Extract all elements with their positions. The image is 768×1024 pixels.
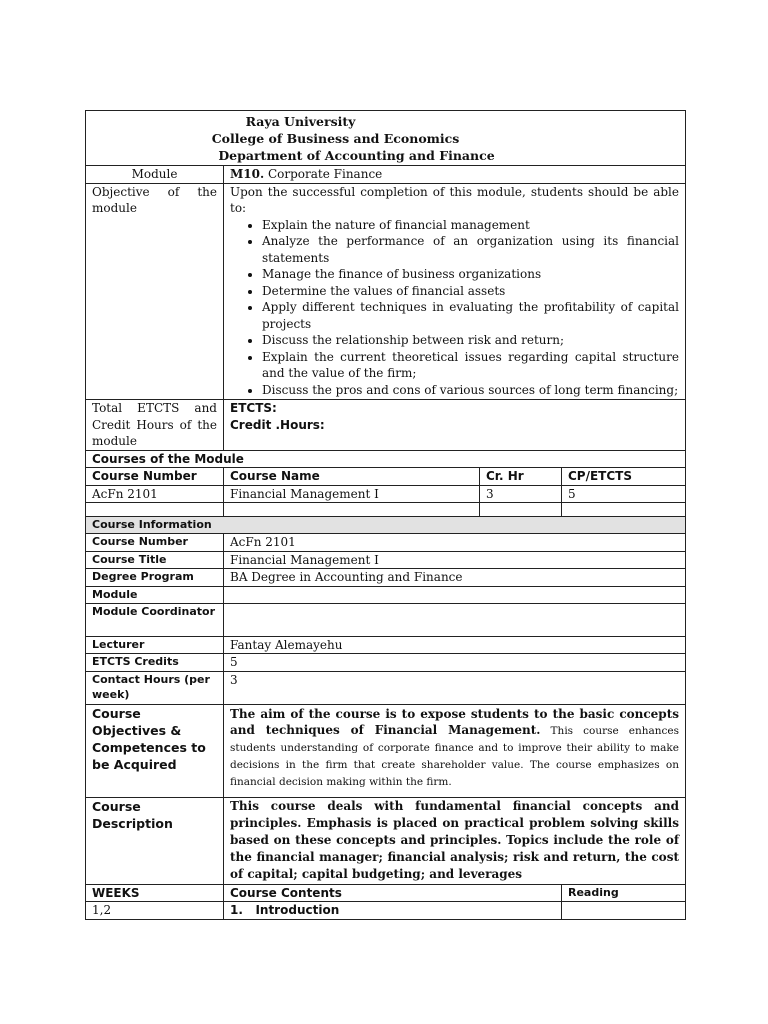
course-info-title-row <box>86 517 686 534</box>
info-row <box>86 569 686 587</box>
info-value: Financial Management I <box>224 551 686 569</box>
info-label: Degree Program <box>86 569 224 587</box>
cp-etcts-cell: 5 <box>562 485 686 503</box>
empty-cell <box>480 503 562 517</box>
document-header-row <box>86 111 686 166</box>
course-description-text: This course deals with fundamental financial concepts and principles. Emphasis is placed on practical problem solving skills based on these concepts and principles. Topics include the role of the financial manager; financial analysis; risk and return, the cost of capital; capital budgeting; and leverages <box>224 797 686 884</box>
course-number-header: Course Number <box>86 468 224 486</box>
table-row <box>86 902 686 920</box>
module-table <box>85 110 686 920</box>
info-label: Course Number <box>86 534 224 552</box>
course-info-title: Course Information <box>86 517 686 534</box>
objective-content <box>224 183 686 400</box>
info-row <box>86 654 686 672</box>
objective-item: • Explain the current theoretical issues regarding capital structure and the value of the firm; <box>262 349 679 382</box>
info-value: AcFn 2101 <box>224 534 686 552</box>
empty-cell <box>562 503 686 517</box>
info-row <box>86 586 686 603</box>
objective-row <box>86 183 686 400</box>
info-row <box>86 671 686 704</box>
totals-row <box>86 400 686 451</box>
totals-values <box>224 400 686 451</box>
info-value: 3 <box>224 671 686 704</box>
info-value: BA Degree in Accounting and Finance <box>224 569 686 587</box>
objective-list <box>230 217 679 399</box>
courses-header-row <box>86 468 686 486</box>
reading-header: Reading <box>562 884 686 902</box>
table-row <box>86 485 686 503</box>
department-name: Department of Accounting and Finance <box>218 148 495 163</box>
objective-item: • Discuss the pros and cons of various sources of long term financing; <box>262 382 679 399</box>
courses-of-module-title-row <box>86 450 686 468</box>
course-contents-cell: 1. Introduction <box>224 902 562 920</box>
info-label: Module <box>86 586 224 603</box>
info-row <box>86 534 686 552</box>
info-label: Module Coordinator <box>86 603 224 636</box>
college-name: College of Business and Economics <box>211 131 460 146</box>
module-document <box>85 110 685 920</box>
empty-cell <box>86 503 224 517</box>
etcts-label: ETCTS: <box>230 401 277 415</box>
reading-cell <box>562 902 686 920</box>
credit-hour-header: Cr. Hr <box>480 468 562 486</box>
objective-item: • Apply different techniques in evaluating the profitability of capital projects <box>262 299 679 332</box>
objective-intro: Upon the successful completion of this module, students should be able to: <box>230 184 679 215</box>
info-label: Lecturer <box>86 636 224 654</box>
empty-cell <box>224 503 480 517</box>
objective-item: • Discuss the relationship between risk and return; <box>262 332 679 349</box>
info-label: Course Title <box>86 551 224 569</box>
cp-etcts-header: CP/ETCTS <box>562 468 686 486</box>
info-label: ETCTS Credits <box>86 654 224 672</box>
course-description-label: Course Description <box>86 797 224 884</box>
course-objectives-text: The aim of the course is to expose students to the basic concepts and techniques of Financial Management. This course enhances students understanding of corporate finance and to improve their ability to make decisions in the firm that create shareholder value. The course emphasizes on financial decision making within the firm. <box>224 704 686 797</box>
course-description-row <box>86 797 686 884</box>
course-contents-header: Course Contents <box>224 884 562 902</box>
weeks-cell: 1,2 <box>86 902 224 920</box>
objective-item: • Manage the finance of business organizations <box>262 266 679 283</box>
course-number-cell: AcFn 2101 <box>86 485 224 503</box>
course-name-header: Course Name <box>224 468 480 486</box>
objective-label: Objective of the module <box>86 183 224 400</box>
info-label: Contact Hours (per week) <box>86 671 224 704</box>
empty-row <box>86 503 686 517</box>
info-value: Fantay Alemayehu <box>224 636 686 654</box>
info-row <box>86 636 686 654</box>
credit-hour-cell: 3 <box>480 485 562 503</box>
module-value: M10. Corporate Finance <box>224 166 686 184</box>
course-objectives-label: Course Objectives & Competences to be Acquired <box>86 704 224 797</box>
info-value: 5 <box>224 654 686 672</box>
course-name-cell: Financial Management I <box>224 485 480 503</box>
info-row <box>86 551 686 569</box>
university-name: Raya University <box>245 114 356 129</box>
totals-label: Total ETCTS and Credit Hours of the module <box>86 400 224 451</box>
info-row <box>86 603 686 636</box>
credit-hours-label: Credit .Hours: <box>230 417 325 432</box>
objective-item: • Explain the nature of financial management <box>262 217 679 234</box>
info-value <box>224 586 686 603</box>
info-value <box>224 603 686 636</box>
weeks-header-row <box>86 884 686 902</box>
objective-item: • Determine the values of financial assets <box>262 283 679 300</box>
objective-item: • Analyze the performance of an organization using its financial statements <box>262 233 679 266</box>
module-row <box>86 166 686 184</box>
course-objectives-row <box>86 704 686 797</box>
weeks-header: WEEKS <box>86 884 224 902</box>
module-label: Module <box>86 166 224 184</box>
courses-of-module-title: Courses of the Module <box>86 450 686 468</box>
